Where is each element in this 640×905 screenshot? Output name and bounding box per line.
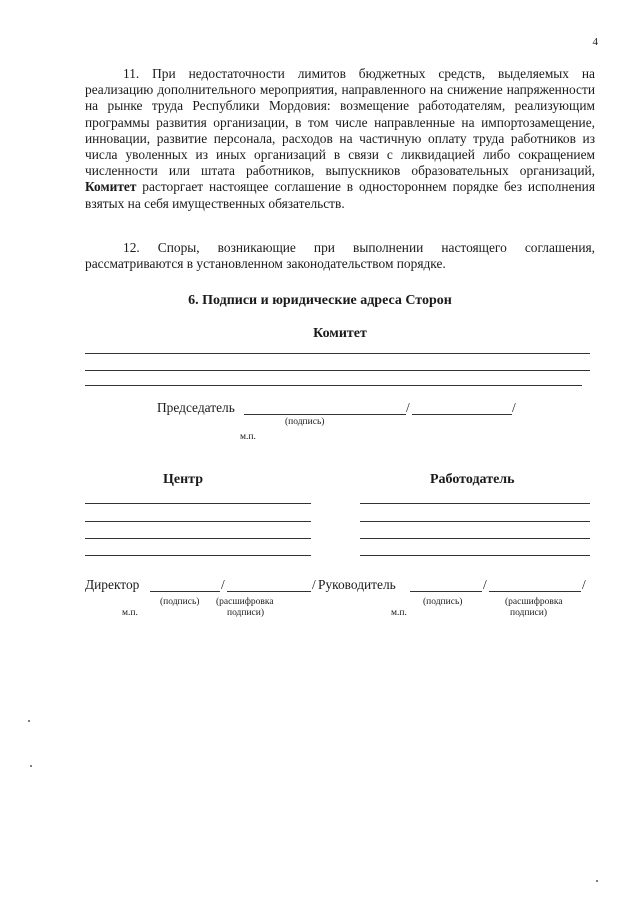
committee-stamp: м.п.	[240, 432, 256, 442]
center-address-line-4	[85, 555, 311, 556]
director-slash-1: /	[221, 577, 225, 592]
committee-address-line-3	[85, 385, 582, 386]
center-title: Центр	[163, 472, 204, 487]
director-slash-2: /	[312, 577, 316, 592]
page-number: 4	[592, 36, 598, 48]
employer-stamp: м.п.	[391, 608, 407, 618]
paragraph-11-text: 11. При недостаточности лимитов бюджетных средств, выделяемых на реализацию дополнительного мероприятия, направленного на снижение напряженности на рынке труда Республики Мордовия: возмещение работодателям, реализующим программы развития организации, в том числе направленные на импортозамещение, инновации, развитие персонала, расходов на частичную оплату труда работников из числа уволенных из иных организаций в связи с ликвидацией либо сокращением численности или штата работников, выпускников образовательных организаций,	[85, 66, 595, 179]
director-decode-caption-2: подписи)	[227, 608, 265, 618]
employer-decode-line[interactable]	[489, 577, 581, 592]
chairman-slash-1: /	[406, 400, 410, 415]
employer-slash-1: /	[483, 577, 487, 592]
employer-decode-caption-2: подписи)	[510, 608, 548, 618]
employer-address-line-4	[360, 555, 590, 556]
center-address-line-2	[85, 521, 311, 522]
scan-speck	[596, 880, 598, 882]
chairman-label: Председатель	[157, 400, 235, 415]
employer-address-line-2	[360, 521, 590, 522]
director-signature-caption: (подпись)	[160, 597, 200, 607]
chairman-slash-2: /	[512, 400, 516, 415]
chairman-decode-line[interactable]	[412, 400, 512, 415]
committee-address-line-1	[85, 353, 590, 354]
chairman-signature-line[interactable]	[244, 400, 406, 415]
employer-title: Работодатель	[430, 472, 515, 487]
chairman-signature-caption: (подпись)	[285, 417, 325, 427]
paragraph-11-bold: Комитет	[85, 179, 137, 195]
committee-address-line-2	[85, 370, 590, 371]
employer-address-line-1	[360, 503, 590, 504]
scan-speck	[28, 720, 30, 722]
paragraph-12: 12. Споры, возникающие при выполнении настоящего соглашения, рассматриваются в установленном законодательством порядке.	[85, 240, 595, 272]
employer-address-line-3	[360, 538, 590, 539]
employer-signature-line[interactable]	[410, 577, 482, 592]
center-stamp: м.п.	[122, 608, 138, 618]
paragraph-11	[85, 66, 595, 212]
employer-head-label: Руководитель	[318, 577, 396, 592]
director-decode-caption-1: (расшифровка	[216, 597, 274, 607]
section-heading: 6. Подписи и юридические адреса Сторон	[188, 293, 452, 308]
director-label: Директор	[85, 577, 140, 592]
center-address-line-1	[85, 503, 311, 504]
director-decode-line[interactable]	[227, 577, 311, 592]
paragraph-11-tail: расторгает настоящее соглашение в одностороннем порядке без исполнения взятых на себя имущественных обязательств.	[85, 179, 595, 211]
center-address-line-3	[85, 538, 311, 539]
employer-signature-caption: (подпись)	[423, 597, 463, 607]
employer-slash-2: /	[582, 577, 586, 592]
director-signature-line[interactable]	[150, 577, 220, 592]
scan-speck	[30, 765, 32, 767]
committee-title: Комитет	[313, 326, 367, 341]
employer-decode-caption-1: (расшифровка	[505, 597, 563, 607]
